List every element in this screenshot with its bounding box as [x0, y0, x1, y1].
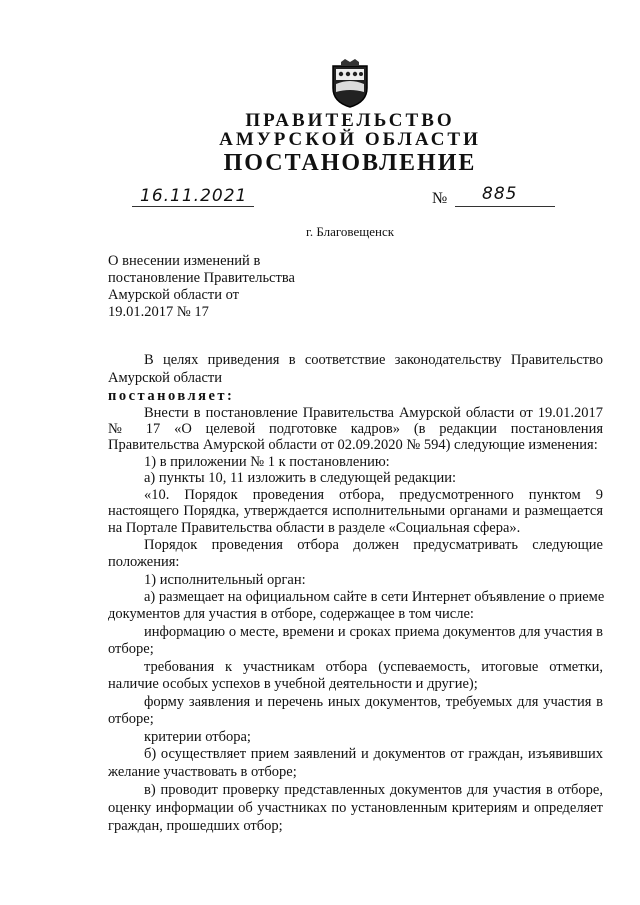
body-line: Правительства Амурской области от 02.09.2020 № 594) следующие изменения: [108, 437, 598, 453]
body-line: 1) в приложении № 1 к постановлению: [144, 454, 390, 470]
body-line: в) проводит проверку представленных документов для участия в отборе, [144, 782, 603, 798]
document-date: 16.11.2021 [140, 186, 248, 206]
body-line: № 17 «О целевой подготовке кадров» (в редакции постановления [108, 421, 603, 437]
body-line: граждан, прошедших отбор; [108, 818, 283, 834]
body-line: В целях приведения в соответствие законодательству Правительство [144, 352, 603, 368]
government-title: ПРАВИТЕЛЬСТВО [245, 110, 455, 131]
body-line: наличие особых успехов в учебной деятельности и другие); [108, 676, 478, 692]
body-line: требования к участникам отбора (успеваемость, итоговые отметки, [144, 659, 603, 675]
body-line: а) размещает на официальном сайте в сети Интернет объявление о приеме [144, 589, 605, 605]
body-line: критерии отбора; [144, 729, 251, 745]
body-line: форму заявления и перечень иных документов, требуемых для участия в [144, 694, 603, 710]
body-line: оценку информации об участниках по установленным критериям и определяет [108, 800, 603, 816]
subject-block [108, 253, 295, 321]
city: г. Благовещенск [305, 224, 395, 239]
body-line: Амурской области [108, 370, 222, 386]
body-line: настоящего Порядка, утверждается исполнительными органами и размещается [108, 503, 603, 519]
subject-line: постановление Правительства [108, 270, 295, 286]
document-number: 885 [482, 184, 518, 204]
body-line: отборе; [108, 711, 154, 727]
coat-of-arms-emblem [329, 58, 371, 108]
body-line: б) осуществляет прием заявлений и документов от граждан, изъявивших [144, 746, 603, 762]
body-line: а) пункты 10, 11 изложить в следующей редакции: [144, 470, 457, 486]
subject-line: 19.01.2017 № 17 [108, 304, 209, 320]
body-line: желание участвовать в отборе; [108, 764, 297, 780]
body-line-decree: постановляет: [108, 388, 235, 404]
subject-line: О внесении изменений в [108, 253, 261, 269]
date-underline [132, 206, 254, 207]
number-sign: № [432, 190, 448, 207]
body-line: документов для участия в отборе, содержащее в том числе: [108, 606, 474, 622]
body-line: Порядок проведения отбора должен предусматривать следующие [144, 537, 603, 553]
region-title: АМУРСКОЙ ОБЛАСТИ [219, 129, 481, 150]
number-underline [455, 206, 555, 207]
body-line: отборе; [108, 641, 154, 657]
body-line: «10. Порядок проведения отбора, предусмотренного пунктом 9 [144, 487, 603, 503]
body-line: на Портале Правительства области в разделе «Социальная сфера». [108, 520, 521, 536]
subject-line: Амурской области от [108, 287, 240, 303]
body-line: положения: [108, 554, 180, 570]
body-line: Внести в постановление Правительства Амурской области от 19.01.2017 [144, 405, 603, 421]
document-type: ПОСТАНОВЛЕНИЕ [223, 150, 477, 176]
body-line: информацию о месте, времени и сроках приема документов для участия в [144, 624, 603, 640]
body-line: 1) исполнительный орган: [144, 572, 306, 588]
